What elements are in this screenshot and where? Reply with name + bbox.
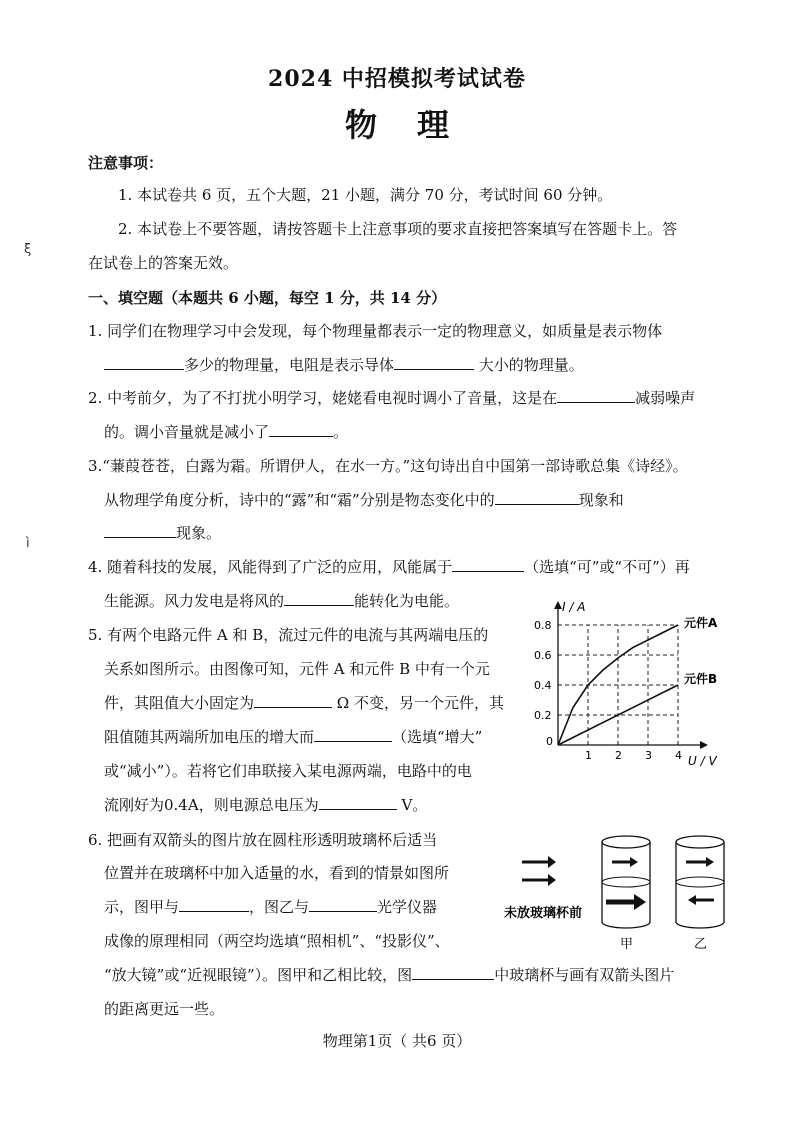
subject-title (0, 100, 794, 146)
notice-item-2a: 2. 本试卷上不要答题，请按答题卡上注意事项的要求直接把答案填写在答题卡上。答 (118, 220, 678, 238)
notice-title: 注意事项： (88, 154, 164, 172)
q2-line-1: 2. 中考前夕，为了不打扰小明学习，姥姥看电视时调小了音量，这是在 减弱噪声 (88, 389, 696, 407)
answer-blank[interactable] (269, 422, 333, 437)
answer-blank[interactable] (104, 523, 176, 538)
q4-line-1: 4. 随着科技的发展，风能得到了广泛的应用，风能属于 （选填“可”或“不可”）再 (88, 558, 690, 576)
q5-line-3: 件，其阻值大小固定为 Ω 不变，另一个元件，其 (104, 694, 505, 712)
q6-line-5: “放大镜”或“近视眼镜”）。图甲和乙相比较，图 中玻璃杯与画有双箭头图片 (104, 966, 675, 984)
x-axis-arrow-icon (700, 741, 708, 749)
label-yi: 乙 (694, 937, 708, 952)
answer-blank[interactable] (319, 795, 397, 810)
glass-yi (676, 836, 724, 928)
notice-item-1: 1. 本试卷共 6 页，五个大题，21 小题，满分 70 分，考试时间 60 分钟。 (118, 186, 613, 204)
label-before-glass: 未放玻璃杯前 (504, 906, 583, 921)
q1-line-2: 多少的物理量，电阻是表示导体 大小的物理量。 (104, 354, 584, 376)
iu-graph (524, 600, 734, 770)
x-tick-label: 1 (585, 749, 592, 762)
answer-blank[interactable] (104, 355, 184, 370)
q3-line-3: 现象。 (104, 522, 221, 544)
q5-line-6: 流刚好为0.4A，则电源总电压为 V。 (104, 796, 428, 814)
answer-blank[interactable] (254, 693, 332, 708)
q3-line-2: 从物理学角度分析，诗中的“露”和“霜”分别是物态变化中的 现象和 (104, 491, 624, 509)
notice-item-2b: 在试卷上的答案无效。 (88, 254, 239, 272)
x-axis-label: U / V (688, 754, 717, 768)
margin-mark: ì (26, 536, 30, 551)
subject-text: 物理 (344, 106, 489, 144)
x-tick-label: 3 (645, 749, 652, 762)
double-arrow-icon (522, 856, 556, 886)
q6-line-3: 示，图甲与 ，图乙与 光学仪器 (104, 898, 438, 916)
section-1-title: 一、填空题（本题共 6 小题，每空 1 分，共 14 分） (88, 289, 447, 307)
margin-mark: ξ (24, 242, 32, 257)
series-label-b: 元件B (684, 672, 718, 686)
answer-blank[interactable] (452, 557, 524, 572)
glass-figure (496, 828, 746, 958)
q6-line-6: 的距离更远一些。 (104, 1000, 225, 1018)
y-tick-label: 0.6 (534, 649, 552, 662)
x-tick-label: 2 (615, 749, 622, 762)
answer-blank[interactable] (495, 490, 579, 505)
q5-line-1: 5. 有两个电路元件 A 和 B，流过元件的电流与其两端电压的 (88, 626, 489, 644)
y-tick-label: 0.8 (534, 619, 552, 632)
q5-line-4: 阻值随其两端所加电压的增大而 （选填“增大” (104, 728, 483, 746)
y-axis-label: I / A (562, 600, 586, 614)
answer-blank[interactable] (557, 388, 635, 403)
glass-jia (602, 836, 650, 928)
q3-line-1: 3.“蒹葭苍苍，白露为霜。所谓伊人，在水一方。”这句诗出自中国第一部诗歌总集《诗经》。 (88, 457, 688, 475)
series-label-a: 元件A (684, 616, 718, 630)
q1-line-1: 1. 同学们在物理学习中会发现，每个物理量都表示一定的物理意义，如质量是表示物体 (88, 322, 663, 340)
y-axis-arrow-icon (554, 601, 562, 609)
y-tick-label: 0.2 (534, 709, 552, 722)
page-footer: 物理第1页（ 共6 页） (322, 1032, 472, 1050)
q5-line-5: 或“减小”）。若将它们串联接入某电源两端，电路中的电 (104, 762, 472, 780)
y-tick-label: 0.4 (534, 679, 552, 692)
label-jia: 甲 (620, 937, 634, 952)
q5-line-2: 关系如图所示。由图像可知，元件 A 和元件 B 中有一个元 (104, 660, 490, 678)
q6-line-4: 成像的原理相同（两空均选填“照相机”、“投影仪”、 (104, 932, 450, 950)
q2-line-2: 的。调小音量就是减小了 。 (104, 423, 349, 441)
answer-blank[interactable] (284, 591, 354, 606)
q6-line-2: 位置并在玻璃杯中加入适量的水，看到的情景如图所 (104, 864, 450, 882)
q6-line-1: 6. 把画有双箭头的图片放在圆柱形透明玻璃杯后适当 (88, 831, 438, 849)
answer-blank[interactable] (412, 965, 494, 980)
answer-blank[interactable] (314, 727, 392, 742)
answer-blank[interactable] (179, 897, 249, 912)
x-tick-label: 0 (546, 735, 553, 748)
exam-title: 2024 中招模拟考试试卷 (268, 66, 526, 92)
answer-blank[interactable] (309, 897, 377, 912)
answer-blank[interactable] (394, 355, 474, 370)
x-tick-label: 4 (675, 749, 682, 762)
q4-line-2: 生能源。风力发电是将风的 能转化为电能。 (104, 592, 460, 610)
